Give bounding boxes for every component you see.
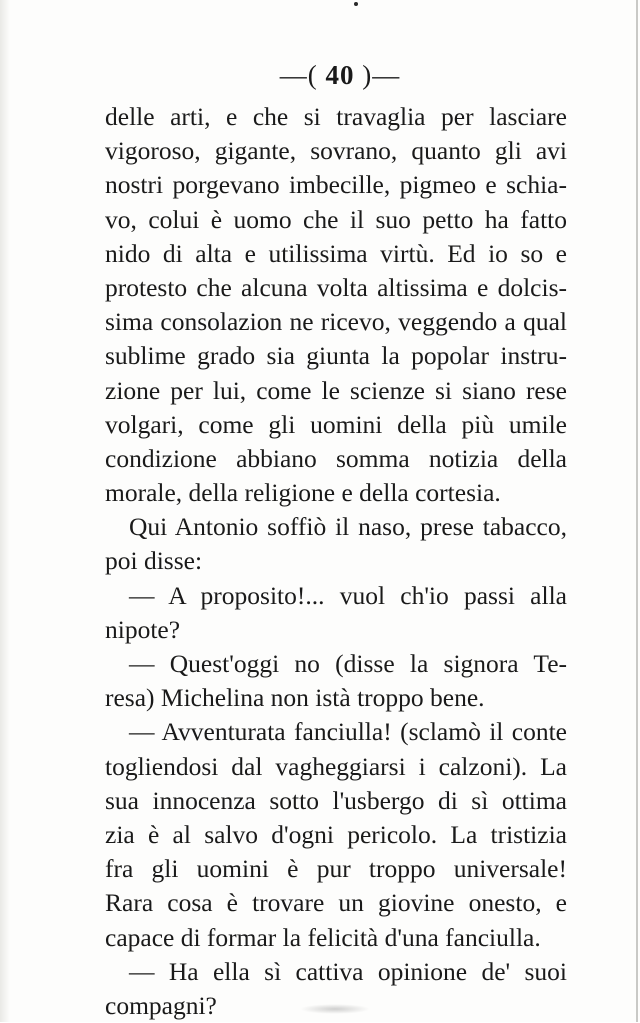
text-line: nostri porgevano imbecille, pigmeo e schia- [105,170,567,200]
text-line: protesto che alcuna volta altissima e dolcis- [105,272,567,302]
text-line: morale, della religione e della cortesia. [105,478,501,508]
text-line: togliendosi dal vagheggiarsi i calzoni). La [105,751,567,781]
page-number: 40 [325,60,355,90]
header-left-dash: —( [279,60,318,90]
text-line: — Ha ella sì cattiva opinione de' suoi [129,956,567,986]
header-right-dash: )— [362,60,401,90]
text-line: vigoroso, gigante, sovrano, quanto gli avi [105,136,567,166]
text-line: Rara cosa è trovare un giovine onesto, e [105,888,567,918]
text-line: nipote? [105,614,181,644]
text-line: zione per lui, come le scienze si siano rese [105,375,567,405]
text-line: capace di formar la felicità d'una fanciulla. [105,922,541,952]
text-line: condizione abbiano somma notizia della [105,443,567,473]
body-text [105,100,567,1023]
text-line: sublime grado sia giunta la popolar instru- [105,341,567,371]
text-line: volgari, come gli uomini della più umile [105,409,567,439]
text-line: delle arti, e che si travaglia per lasciare [105,102,567,131]
text-line: — Avventurata fanciulla! (sclamò il conte [129,717,567,747]
ink-dot [354,2,358,6]
text-line: sima consolazion ne ricevo, veggendo a qual [105,307,567,337]
ink-smudge [300,1004,370,1014]
text-line: nido di alta e utilissima virtù. Ed io so e [105,238,567,268]
text-line: fra gli uomini è pur troppo universale! [105,854,567,884]
page-edge-shadow [0,0,10,1022]
page-gutter-line [636,0,638,1022]
text-line: compagni? [105,990,217,1020]
text-line: — A proposito!... vuol ch'io passi alla [129,580,567,610]
text-line: sua innocenza sotto l'usbergo di sì ottima [105,785,567,815]
text-line: poi disse: [105,546,203,576]
text-line: resa) Michelina non istà troppo bene. [105,683,485,713]
page-header [100,60,580,91]
text-line: Qui Antonio soffiò il naso, prese tabacco, [129,512,567,542]
text-line: — Quest'oggi no (disse la signora Te- [129,649,567,678]
text-line: zia è al salvo d'ogni pericolo. La tristizia [105,819,567,849]
text-line: vo, colui è uomo che il suo petto ha fatto [105,204,567,234]
